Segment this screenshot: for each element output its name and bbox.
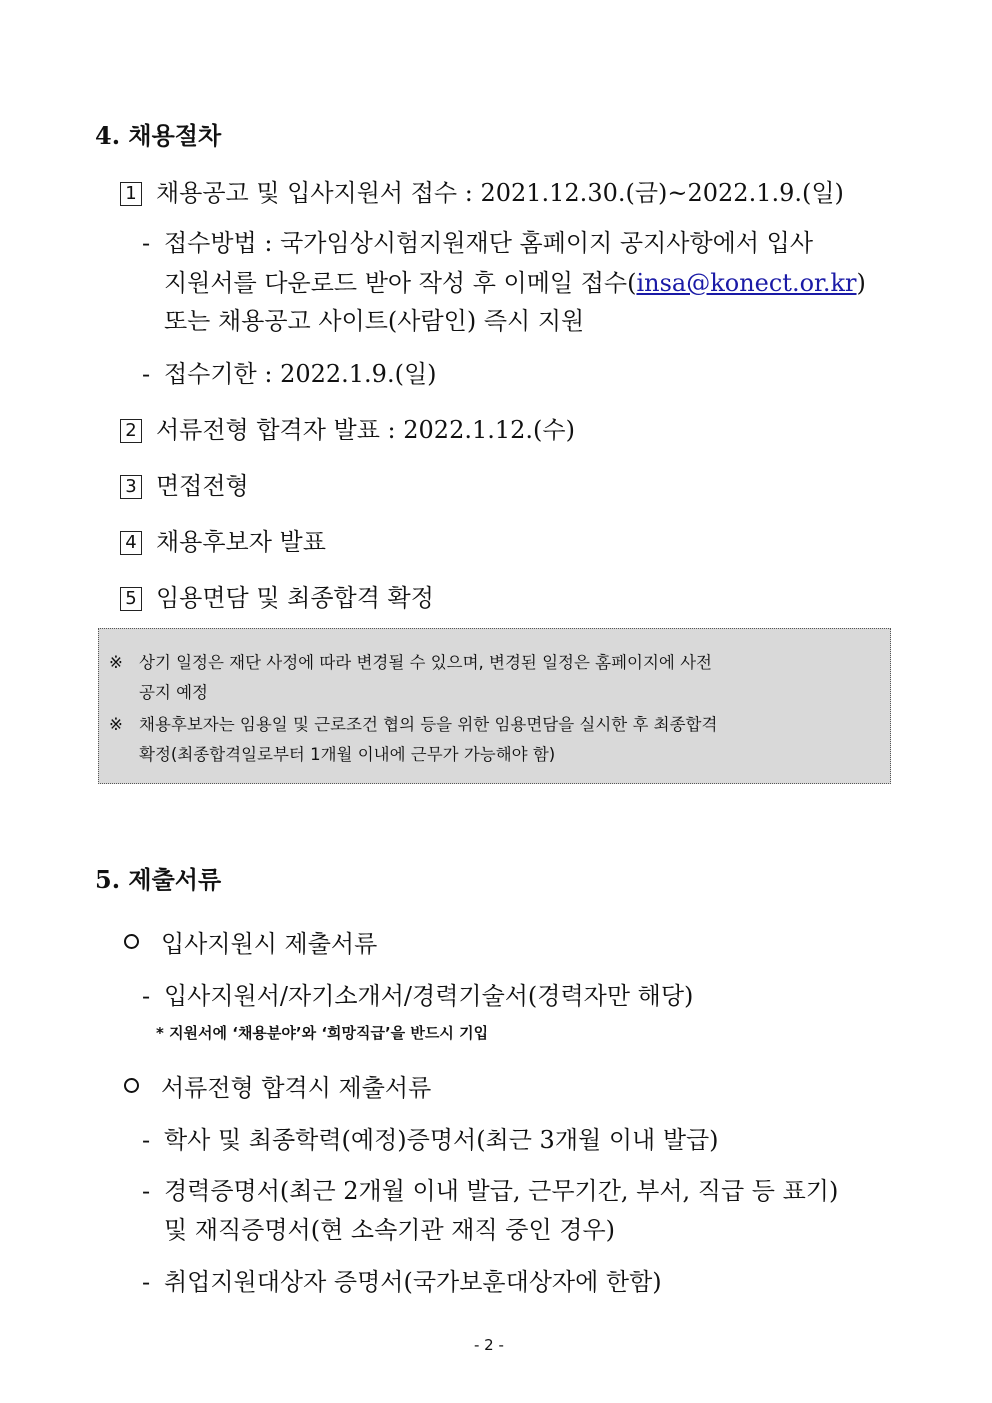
notice-line	[109, 649, 712, 673]
step-number-box: 4	[120, 531, 142, 555]
step-4	[120, 522, 326, 557]
item-text: 입사지원서/자기소개서/경력기술서(경력자만 해당)	[164, 982, 694, 1010]
method-text: 지원서를 다운로드 받아 작성 후 이메일 접수(	[164, 269, 637, 297]
reference-mark: ※	[109, 653, 123, 672]
method-text: )	[856, 269, 866, 297]
group-2-item	[142, 1171, 838, 1206]
method-line-2	[164, 263, 866, 298]
notice-text: 상기 일정은 재단 사정에 따라 변경될 수 있으며, 변경된 일정은 홈페이지에 사전	[139, 653, 712, 672]
page-number: - 2 -	[474, 1336, 504, 1354]
email-link[interactable]: insa@konect.or.kr	[636, 269, 857, 297]
deadline-line	[142, 354, 437, 389]
dash-bullet: -	[142, 1268, 151, 1296]
step-1	[120, 173, 844, 208]
method-line-1	[142, 223, 813, 258]
step-text: 면접전형	[156, 472, 249, 500]
footnote: * 지원서에 ‘채용분야’와 ‘희망직급’을 반드시 기입	[156, 1024, 489, 1042]
item-text: 경력증명서(최근 2개월 이내 발급, 근무기간, 부서, 직급 등 표기)	[164, 1177, 839, 1205]
step-number-box: 5	[120, 587, 142, 611]
method-line-3: 또는 채용공고 사이트(사람인) 즉시 지원	[164, 307, 585, 335]
step-number-box: 2	[120, 419, 142, 443]
dash-bullet: -	[142, 229, 151, 257]
dash-bullet: -	[142, 982, 151, 1010]
group-1-item	[142, 976, 693, 1011]
dash-bullet: -	[142, 1126, 151, 1154]
circle-bullet-icon	[124, 1078, 139, 1093]
group-title-text: 입사지원시 제출서류	[161, 930, 378, 958]
dash-bullet: -	[142, 1177, 151, 1205]
step-text: 채용후보자 발표	[156, 528, 326, 556]
section4-title: 4. 채용절차	[95, 121, 222, 150]
group-2-item-cont: 및 재직증명서(현 소속기관 재직 중인 경우)	[164, 1216, 615, 1244]
item-text: 학사 및 최종학력(예정)증명서(최근 3개월 이내 발급)	[164, 1126, 719, 1154]
step-text: 서류전형 합격자 발표 : 2022.1.12.(수)	[156, 416, 575, 444]
step-3	[120, 466, 249, 501]
step-text: 채용공고 및 입사지원서 접수 : 2021.12.30.(금)~2022.1.9.(일)	[156, 179, 844, 207]
step-number-box: 1	[120, 182, 142, 206]
notice-line: 확정(최종합격일로부터 1개월 이내에 근무가 가능해야 함)	[139, 745, 556, 764]
method-text: 접수방법 : 국가임상시험지원재단 홈페이지 공지사항에서 입사	[164, 229, 814, 257]
dash-bullet: -	[142, 360, 151, 388]
circle-bullet-icon	[124, 934, 139, 949]
group-2-item	[142, 1120, 719, 1155]
group-2-title	[124, 1068, 431, 1103]
notice-box	[98, 628, 891, 784]
group-2-item	[142, 1262, 662, 1297]
section5-title: 5. 제출서류	[95, 865, 222, 894]
group-1-title	[124, 924, 377, 959]
step-2	[120, 410, 575, 445]
step-number-box: 3	[120, 475, 142, 499]
reference-mark: ※	[109, 715, 123, 734]
step-5	[120, 578, 434, 613]
notice-line	[109, 711, 717, 735]
item-text: 취업지원대상자 증명서(국가보훈대상자에 한함)	[164, 1268, 662, 1296]
step-text: 임용면담 및 최종합격 확정	[156, 584, 434, 612]
notice-line: 공지 예정	[139, 683, 209, 702]
deadline-text: 접수기한 : 2022.1.9.(일)	[164, 360, 437, 388]
group-title-text: 서류전형 합격시 제출서류	[161, 1074, 432, 1102]
notice-text: 채용후보자는 임용일 및 근로조건 협의 등을 위한 임용면담을 실시한 후 최종합격	[139, 715, 718, 734]
